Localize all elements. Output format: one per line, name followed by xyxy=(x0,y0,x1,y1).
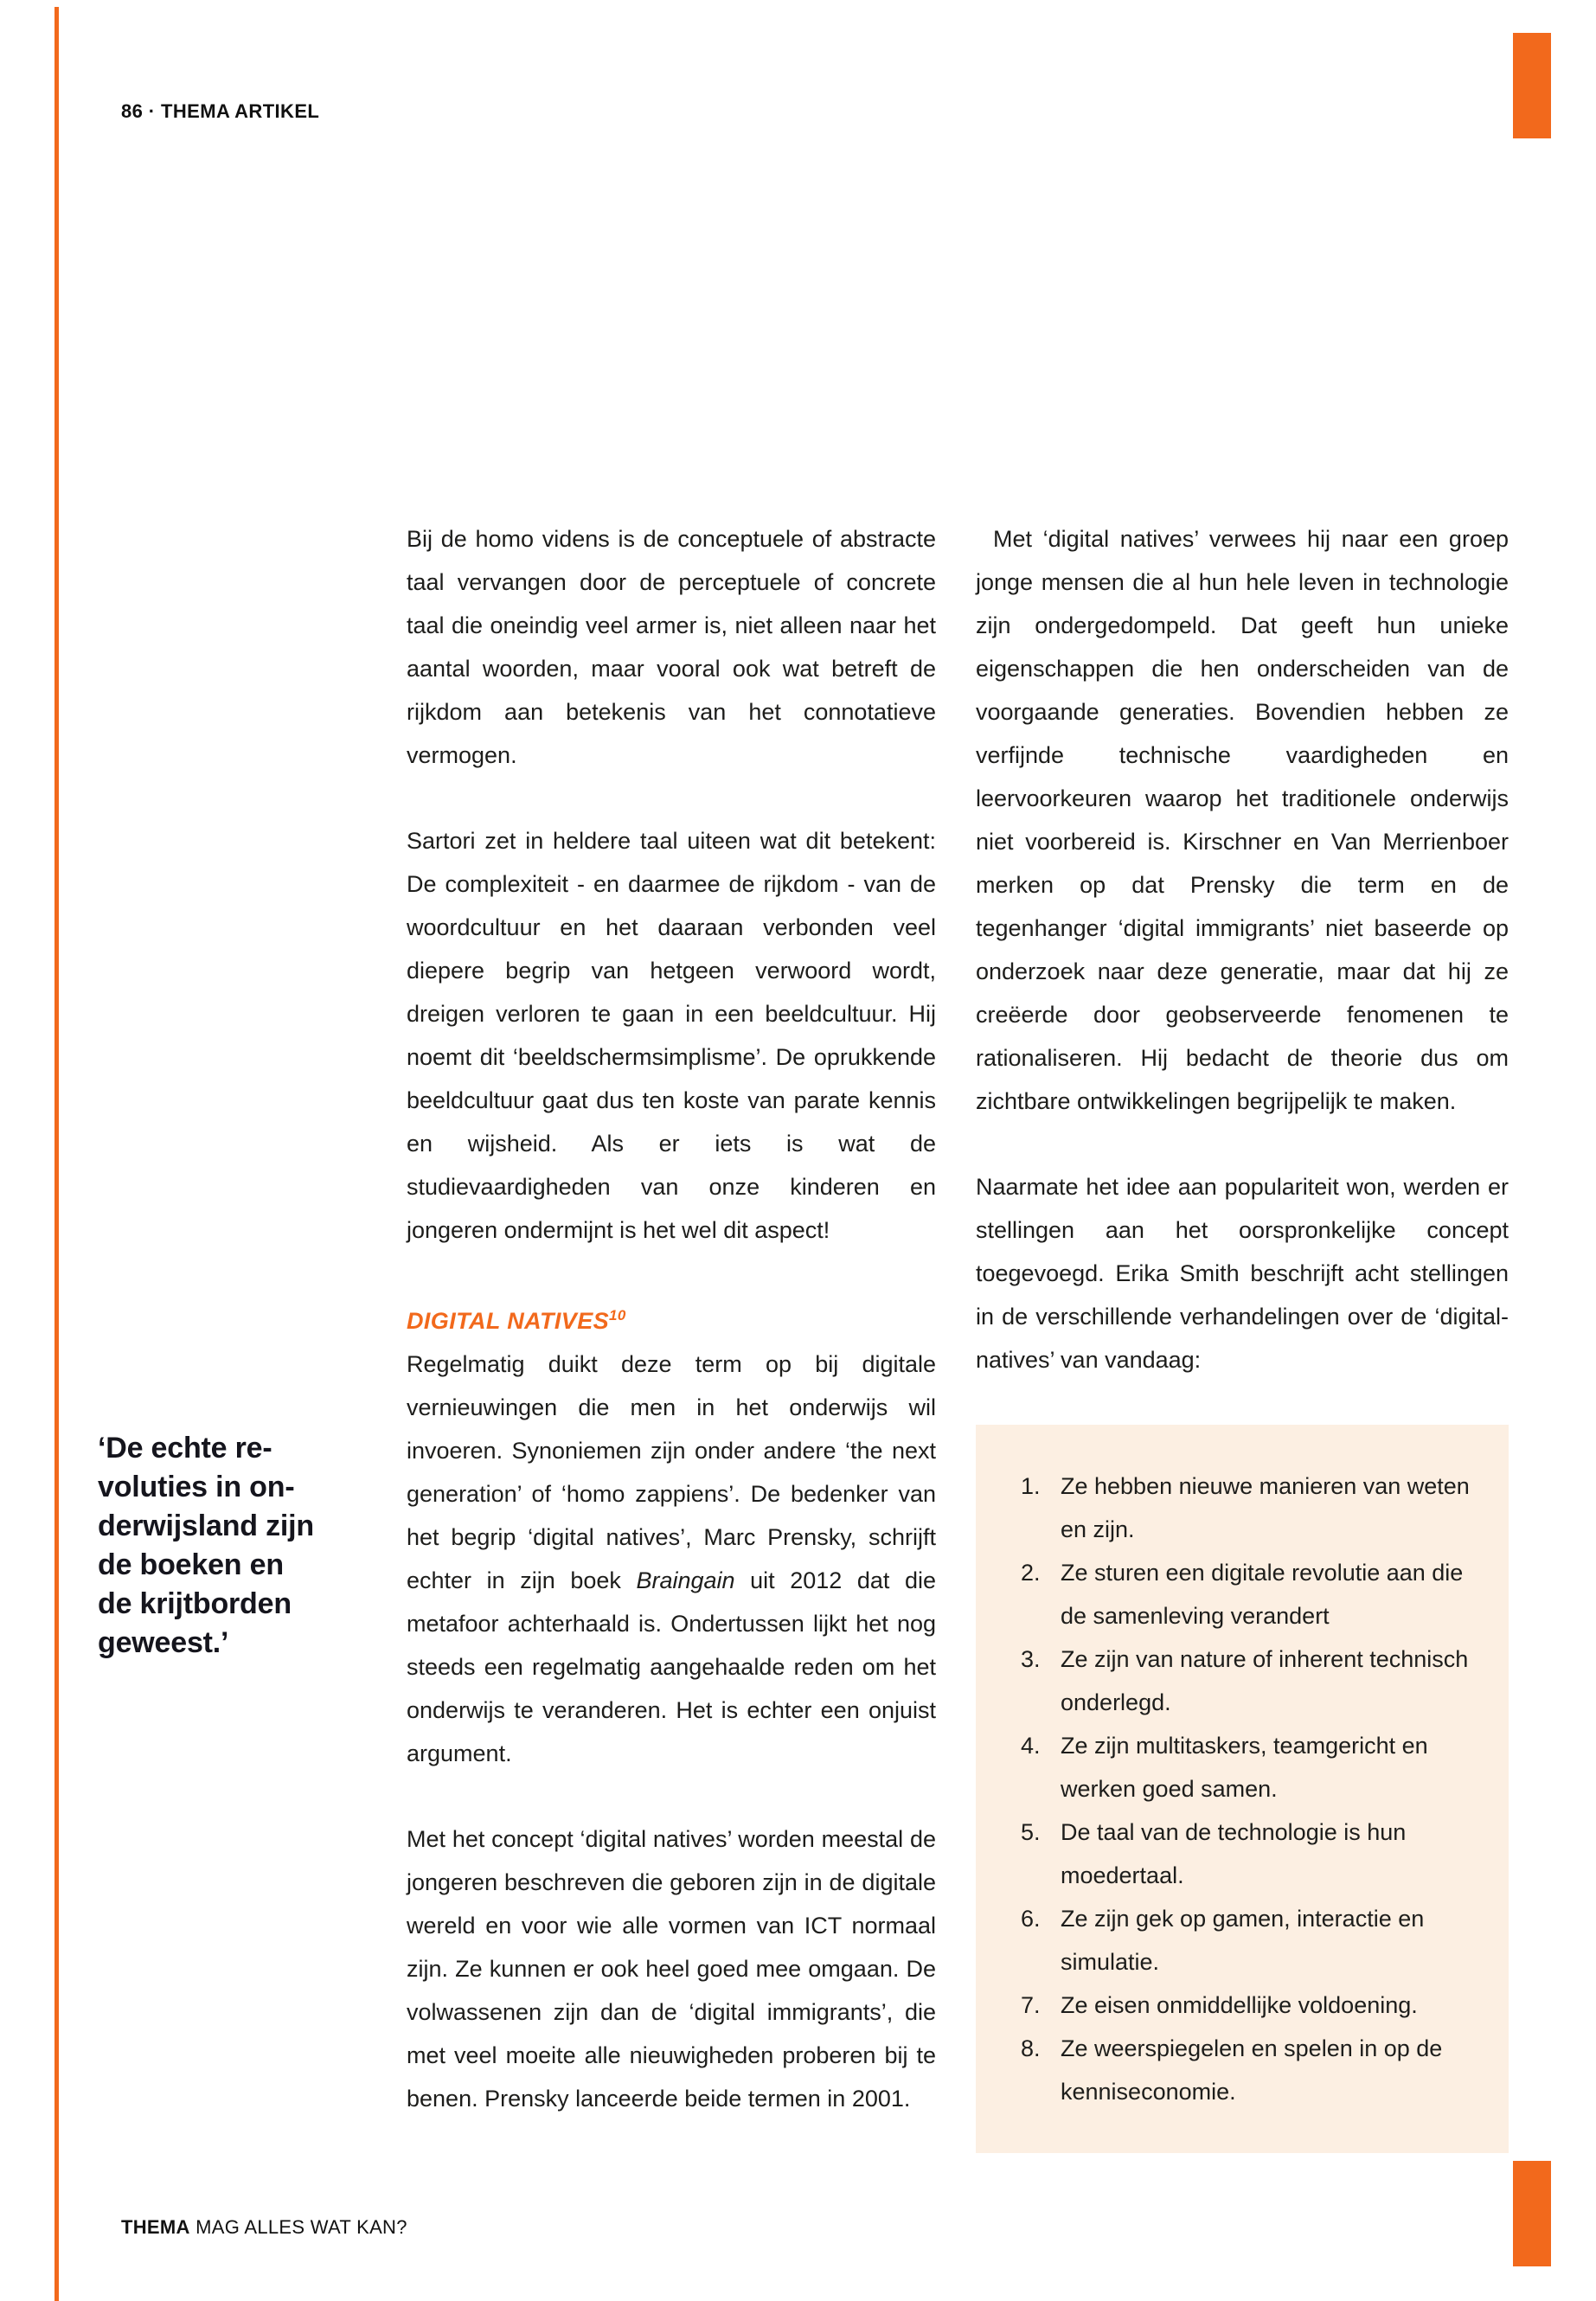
list-item-number: 6. xyxy=(1021,1906,1041,1932)
list-item xyxy=(1021,1465,1472,1551)
list-item-number: 8. xyxy=(1021,2035,1041,2061)
paragraph-text: Regelmatig duikt deze term op bij digitale vernieuwingen die men in het onderwijs wil invoeren. Synoniemen zijn onder andere ‘the next generation’ of ‘homo zappiens’. De bedenker van het begrip ‘digital natives’, Marc Prensky, schrijft echter in zijn boek xyxy=(407,1351,936,1593)
paragraph-sartori: Sartori zet in heldere taal uiteen wat dit betekent: De complexiteit - en daarmee de rijkdom - van de woordcultuur en het daaraan verbonden veel diepere begrip van hetgeen verwoord wordt, dreigen verloren te gaan in een beeldcultuur. Hij noemt dit ‘beeldschermsimplisme’. De oprukkende beeldcultuur gaat dus ten koste van parate kennis en wijsheid. Als er iets is wat de studievaardigheden van onze kinderen en jongeren ondermijnt is het wel dit aspect! xyxy=(407,828,936,1243)
list-item-number: 3. xyxy=(1021,1646,1041,1672)
footnote-marker: 10 xyxy=(609,1307,626,1324)
list-item xyxy=(1021,1724,1472,1811)
left-text-column xyxy=(407,517,936,2120)
paragraph-text: uit 2012 dat die metafoor achterhaald is. Ondertussen lijkt het nog steeds een regelmatig aangehaalde reden om het onderwijs te veranderen. Het is echter een onjuist argument. xyxy=(407,1567,937,1766)
paragraph-concept: Met het concept ‘digital natives’ worden meestal de jongeren beschreven die geboren zijn in de digitale wereld en voor wie alle vormen van ICT normaal zijn. Ze kunnen er ook heel goed mee omgaan. De volwassenen zijn dan de ‘digital immigrants’, die met veel moeite alle nieuwigheden proberen bij te benen. Prensky lanceerde beide termen in 2001. xyxy=(407,1826,936,2112)
page-footer xyxy=(121,2216,407,2239)
list-item-number: 7. xyxy=(1021,1992,1041,2018)
paragraph-regelmatig xyxy=(407,1343,936,1775)
paragraph-verwees: Met ‘digital natives’ verwees hij naar een groep jonge mensen die al hun hele leven in technologie zijn ondergedompeld. Dat geeft hun unieke eigenschappen die hen onderscheiden van de voorgaande generaties. Bovendien hebben ze verfijnde technische vaardigheden en leervoorkeuren waarop het traditionele onderwijs niet voorbereid is. Kirschner en Van Merrienboer merken op dat Prensky die term en de tegenhanger ‘digital immigrants’ niet baseerde op onderzoek naar deze generatie, maar dat hij ze creëerde door geobserveerde fenomenen te rationaliseren. Hij bedacht de theorie dus om zichtbare ontwikkelingen begrijpelijk te maken. xyxy=(976,526,1509,1114)
list-item-text: Ze zijn van nature of inherent technisch onderlegd. xyxy=(1061,1646,1469,1715)
list-item xyxy=(1021,1897,1472,1984)
footer-tagline: MAG ALLES WAT KAN? xyxy=(195,2216,407,2238)
list-item xyxy=(1021,1811,1472,1897)
section-heading-digital-natives xyxy=(407,1294,936,1343)
footer-magazine-name: THEMA xyxy=(121,2216,190,2238)
list-item xyxy=(1021,1551,1472,1638)
list-item xyxy=(1021,2027,1472,2113)
top-right-accent-block xyxy=(1513,33,1551,138)
numbered-statements-box xyxy=(976,1425,1509,2153)
section-heading-text: DIGITAL NATIVES xyxy=(407,1308,610,1334)
paragraph-homo-videns: Bij de homo videns is de conceptuele of abstracte taal vervangen door de perceptuele of concrete taal die oneindig veel armer is, niet alleen naar het aantal woorden, maar vooral ook wat betreft de rijkdom aan betekenis van het connotatieve vermogen. xyxy=(407,526,936,768)
list-item-text: Ze zijn gek op gamen, interactie en simulatie. xyxy=(1061,1906,1425,1975)
pull-quote-line: derwijsland zijn xyxy=(98,1509,314,1542)
pull-quote-line: voluties in on- xyxy=(98,1471,295,1503)
pull-quote xyxy=(98,1429,349,1663)
list-item xyxy=(1021,1638,1472,1724)
list-item xyxy=(1021,1984,1472,2027)
list-item-text: Ze hebben nieuwe manieren van weten en zijn. xyxy=(1061,1473,1470,1542)
list-item-text: Ze sturen een digitale revolutie aan die de samenleving verandert xyxy=(1061,1560,1464,1629)
list-item-number: 4. xyxy=(1021,1733,1041,1759)
list-item-number: 1. xyxy=(1021,1473,1041,1499)
pull-quote-line: de krijtborden xyxy=(98,1587,292,1620)
paragraph-naarmate: Naarmate het idee aan populariteit won, werden er stellingen aan het oorspronkelijke concept toegevoegd. Erika Smith beschrijft acht stellingen in de verschillende verhandelingen over de ‘digital-natives’ van vandaag: xyxy=(976,1174,1509,1373)
left-margin-rule xyxy=(54,7,59,2301)
list-item-number: 5. xyxy=(1021,1819,1041,1845)
list-item-text: Ze zijn multitaskers, teamgericht en werken goed samen. xyxy=(1061,1733,1428,1802)
list-item-text: Ze weerspiegelen en spelen in op de kenniseconomie. xyxy=(1061,2035,1443,2105)
right-text-column xyxy=(976,517,1509,2153)
pull-quote-line: de boeken en xyxy=(98,1548,284,1581)
page-number-and-section: 86 · THEMA ARTIKEL xyxy=(121,100,320,122)
page-header xyxy=(121,100,319,123)
list-item-number: 2. xyxy=(1021,1560,1041,1586)
bottom-right-accent-block xyxy=(1513,2161,1551,2266)
list-item-text: De taal van de technologie is hun moedertaal. xyxy=(1061,1819,1407,1888)
pull-quote-line: geweest.’ xyxy=(98,1626,229,1659)
pull-quote-line: ‘De echte re- xyxy=(98,1432,272,1465)
list-item-text: Ze eisen onmiddellijke voldoening. xyxy=(1061,1992,1418,2018)
book-title: Braingain xyxy=(636,1567,735,1593)
